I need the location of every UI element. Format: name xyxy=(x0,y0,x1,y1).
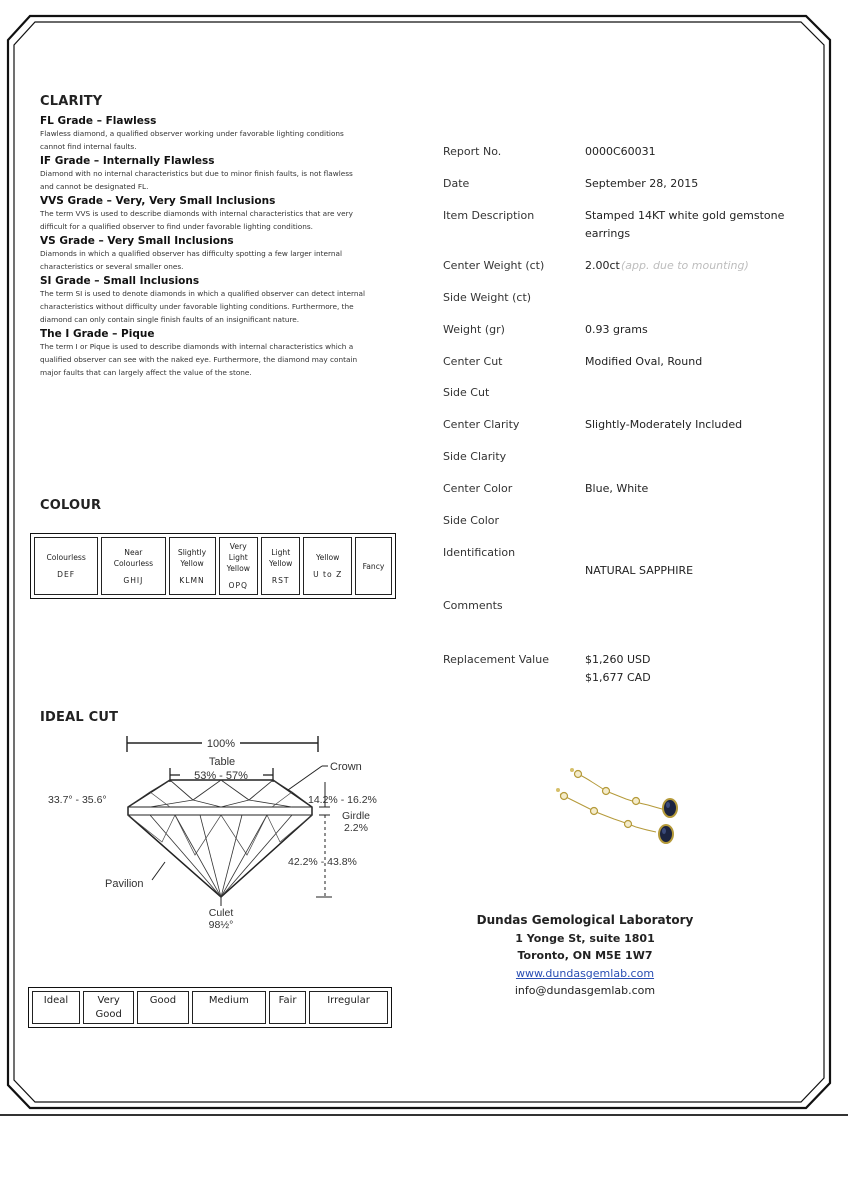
girdle-percentage-label: 2.2% xyxy=(344,822,368,834)
diamond-proportions-diagram xyxy=(30,730,400,940)
total-width-label: 100% xyxy=(206,738,236,750)
cut-grade-cell xyxy=(32,991,80,1024)
colour-grade-name: Very xyxy=(229,542,247,551)
colour-grade-cell xyxy=(101,537,165,595)
clarity-grade-description: qualified observer can see with the naked eye. Furthermore, the diamond may contain xyxy=(40,355,358,364)
colour-grade-code: OPQ xyxy=(228,581,249,590)
clarity-grade-title: VVS Grade – Very, Very Small Inclusions xyxy=(40,195,276,207)
report-field-note: (app. due to mounting) xyxy=(621,259,749,272)
report-field-value: Modified Oval, Round xyxy=(585,355,703,368)
cut-grade-name: Very xyxy=(97,995,120,1006)
clarity-grade-description: cannot find internal faults. xyxy=(40,142,137,151)
cut-grade-name: Ideal xyxy=(43,995,69,1006)
colour-grade-name: Yellow xyxy=(180,558,204,568)
report-field-label: Replacement Value xyxy=(443,653,549,666)
report-field-label: Comments xyxy=(443,599,503,612)
report-field-label: Center Clarity xyxy=(443,418,520,431)
colour-grade-code: U to Z xyxy=(313,570,343,579)
clarity-grade-title: SI Grade – Small Inclusions xyxy=(40,275,200,287)
colour-grade-name: Light xyxy=(271,547,291,557)
table-percentage-label: 53% - 57% xyxy=(194,770,248,782)
clarity-grade-description: The term VVS is used to describe diamonds with internal characteristics that are very xyxy=(40,209,353,218)
colour-grade-cell xyxy=(261,537,300,595)
colour-grade-code: GHIJ xyxy=(123,575,144,585)
report-field-label: Side Color xyxy=(443,514,500,527)
report-field-label: Side Cut xyxy=(443,386,490,399)
colour-grade-name: Light xyxy=(228,553,248,562)
clarity-grade-description: Diamond with no internal characteristics but due to minor finish faults, is not flawless xyxy=(40,169,353,178)
cut-grade-name: Irregular xyxy=(327,995,370,1006)
clarity-grade-description: difficult for a qualified observer to find under favorable lighting conditions. xyxy=(40,222,313,231)
report-field-label: Side Weight (ct) xyxy=(443,291,532,304)
lab-address-line1: 1 Yonge St, suite 1801 xyxy=(515,931,655,945)
report-field-label: Center Weight (ct) xyxy=(443,259,545,272)
colour-scale-table xyxy=(30,533,396,599)
cut-grade-cell xyxy=(309,991,388,1024)
lab-email[interactable]: info@dundasgemlab.com xyxy=(514,984,656,997)
report-field-value: September 28, 2015 xyxy=(585,177,699,190)
lab-address-line2: Toronto, ON M5E 1W7 xyxy=(517,949,653,962)
colour-grade-code: DEF xyxy=(57,570,76,579)
clarity-grade-description: The term I or Pique is used to describe diamonds with internal characteristics which a xyxy=(40,342,354,351)
girdle-label: Girdle xyxy=(342,810,371,822)
report-field-value: $1,260 USD xyxy=(585,653,651,666)
pavilion-label: Pavilion xyxy=(105,878,144,890)
cut-grade-table xyxy=(28,987,392,1028)
cut-grade-cell xyxy=(269,991,306,1024)
cut-grade-cell xyxy=(192,991,266,1024)
page-bottom-rule xyxy=(0,1114,848,1116)
report-field-value: 0000C60031 xyxy=(585,145,656,158)
clarity-grade-description: characteristics or several smaller ones. xyxy=(40,262,184,271)
report-field-value: Stamped 14KT white gold gemstone xyxy=(585,209,785,222)
cut-grade-name: Good xyxy=(95,1009,122,1020)
report-field-value: $1,677 CAD xyxy=(585,671,651,684)
culet-label: Culet xyxy=(208,907,234,919)
colour-grade-name: Yellow xyxy=(316,553,340,562)
colour-grade-name: Yellow xyxy=(226,564,250,573)
report-field-label: Item Description xyxy=(443,209,535,222)
colour-grade-code: KLMN xyxy=(179,575,205,585)
report-field-label: Center Color xyxy=(443,482,513,495)
culet-angle-label: 98½° xyxy=(208,919,234,931)
report-field-label: Weight (gr) xyxy=(443,323,505,336)
report-field-label: Date xyxy=(443,177,470,190)
colour-grade-cell xyxy=(355,537,392,595)
colour-grade-name: Yellow xyxy=(269,558,293,568)
lab-name: Dundas Gemological Laboratory xyxy=(476,913,694,927)
colour-grade-name: Near xyxy=(124,547,143,557)
cut-grade-name: Medium xyxy=(208,995,249,1006)
pavilion-depth-label: 42.2% - 43.8% xyxy=(288,856,357,868)
clarity-grade-title: VS Grade – Very Small Inclusions xyxy=(40,235,234,247)
lab-contact-block xyxy=(440,912,730,1000)
colour-grade-name: Colourless xyxy=(113,558,154,568)
colour-grade-code: RST xyxy=(271,575,290,585)
report-field-value: 0.93 grams xyxy=(585,323,648,336)
colour-grade-cell xyxy=(303,537,352,595)
ideal-cut-heading: IDEAL CUT xyxy=(40,710,119,725)
report-field-value: earrings xyxy=(585,227,631,240)
cut-grade-cell xyxy=(137,991,188,1024)
colour-heading: COLOUR xyxy=(40,498,102,513)
colour-grade-cell xyxy=(169,537,216,595)
crown-angle-label: 33.7° - 35.6° xyxy=(48,794,107,806)
report-field-value: Slightly-Moderately Included xyxy=(585,418,743,431)
clarity-grade-description: diamond can only contain single finish faults of an insignificant nature. xyxy=(40,315,300,324)
report-field-label: Identification xyxy=(443,546,516,559)
report-field-value: Blue, White xyxy=(585,482,649,495)
clarity-grades xyxy=(40,115,400,379)
colour-grade-cell xyxy=(34,537,98,595)
crown-height-label: 14.2% - 16.2% xyxy=(308,794,377,806)
clarity-grade-description: Diamonds in which a qualified observer has difficulty spotting a few larger internal xyxy=(40,249,343,258)
clarity-grade-title: The I Grade – Pique xyxy=(40,328,155,340)
clarity-grade-description: The term SI is used to denote diamonds in which a qualified observer can detect internal xyxy=(40,289,366,298)
clarity-grade-description: major faults that can largely affect the value of the stone. xyxy=(40,368,252,377)
report-field-label: Side Clarity xyxy=(443,450,507,463)
lab-website-link[interactable]: www.dundasgemlab.com xyxy=(515,966,655,980)
clarity-grade-description: Flawless diamond, a qualified observer working under favorable lighting conditions xyxy=(40,129,344,138)
clarity-grade-title: IF Grade – Internally Flawless xyxy=(40,155,215,167)
report-field-value: NATURAL SAPPHIRE xyxy=(585,564,694,577)
cut-grade-name: Good xyxy=(149,995,177,1006)
crown-label: Crown xyxy=(330,761,362,773)
clarity-grade-title: FL Grade – Flawless xyxy=(40,115,157,127)
cut-grade-cell xyxy=(83,991,134,1024)
report-field-label: Report No. xyxy=(443,145,502,158)
clarity-heading: CLARITY xyxy=(40,94,103,109)
clarity-grade-description: characteristics without difficulty under favorable lighting conditions. Furthermore, the xyxy=(40,302,354,311)
colour-grade-cell xyxy=(219,537,258,595)
clarity-grade-description: and cannot be designated FL. xyxy=(40,182,149,191)
table-label: Table xyxy=(208,756,236,768)
report-field-value: 2.00ct xyxy=(585,259,620,272)
cut-grade-name: Fair xyxy=(278,995,297,1006)
colour-grade-name: Fancy xyxy=(362,561,385,571)
colour-grade-name: Colourless xyxy=(46,553,86,562)
colour-grade-name: Slightly xyxy=(177,547,207,557)
earrings-photo xyxy=(548,760,698,860)
report-field-label: Center Cut xyxy=(443,355,503,368)
